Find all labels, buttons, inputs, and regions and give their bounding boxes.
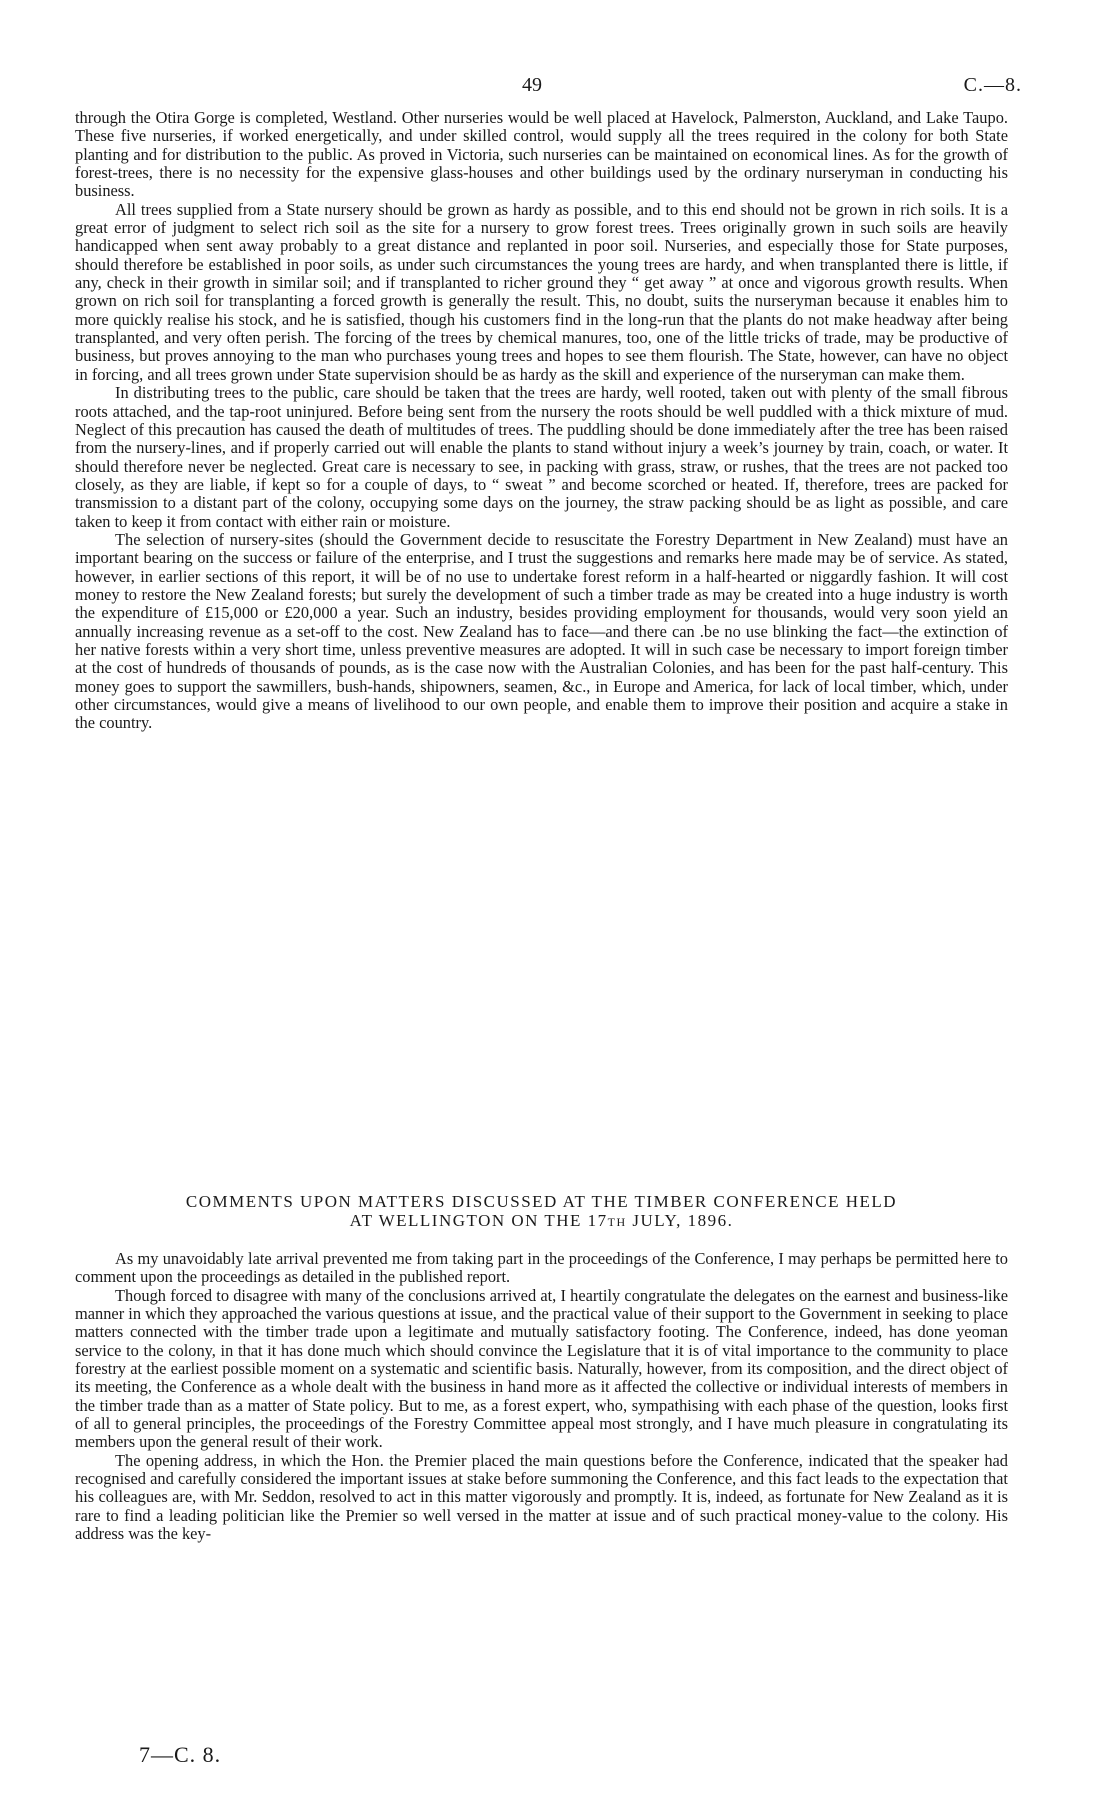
paragraph: through the Otira Gorge is completed, Westland. Other nurseries would be well placed at Havelock, Palmerston, Auckland, and Lake Taupo. These five nurseries, if worked energetically, and under skilled control, would supply all the trees required in the colony for both State planting and for distribution to the public. As proved in Victoria, such nurseries can be maintained on economical lines. As for the growth of forest-trees, there is no necessity for the expensive glass-houses and other buildings used by the ordinary nurseryman in conducting his business. [75, 108, 1008, 201]
paragraph: The selection of nursery-sites (should the Government decide to resuscitate the Forestry Department in New Zealand) must have an important bearing on the success or failure of the enterprise, and I trust the suggestions and remarks here made may be of service. As stated, however, in earlier sections of this report, it will be of no use to undertake forest reform in a half-hearted or niggardly fashion. It will cost money to restore the New Zealand forests; but surely the development of such a timber trade as may be created into a huge industry is worth the expenditure of £15,000 or £20,000 a year. Such an industry, besides providing employment for thousands, would very soon yield an annually increasing revenue as a set-off to the cost. New Zealand has to face—and there can .be no use blinking the fact—the extinction of her native forests within a very short time, unless preventive measures are adopted. It will in such case be necessary to import foreign timber at the cost of hundreds of thousands of pounds, as is the case now with the Australian Colonies, and has been for the past half-century. This money goes to support the sawmillers, bush-hands, shipowners, seamen, &c., in Europe and America, for lack of local timber, which, under other circumstances, would give a means of livelihood to our own people, and enable them to improve their position and acquire a stake in the country. [75, 529, 1008, 733]
paragraph: Though forced to disagree with many of the conclusions arrived at, I heartily congratulate the delegates on the earnest and business-like manner in which they approached the various questions at issue, and the practical value of their support to the Government in seeking to place matters connected with the timber trade upon a legitimate and mutually satisfactory footing. The Conference, indeed, has done yeoman service to the colony, in that it has done much which should convince the Legislature that it is of vital importance to the community to place forestry at the earliest possible moment on a systematic and scientific basis. Naturally, however, from its composition, and the direct object of its meeting, the Conference as a whole dealt with the business in hand more as it affected the collective or individual interests of members in the timber trade than as a matter of State policy. But to me, as a forest expert, who, sympathising with each phase of the question, looks first of all to general principles, the proceedings of the Forestry Committee appeal most strongly, and I have much pleasure in congratulating its members upon the general result of their work. [75, 1285, 1008, 1452]
section-body [75, 1250, 1008, 1544]
report-code: C.—8. [963, 74, 1022, 96]
document-page [75, 0, 1022, 1767]
paragraph: The opening address, in which the Hon. the Premier placed the main questions before the Conference, indicated that the speaker had recognised and carefully considered the important issues at stake before summoning the Conference, and this fact leads to the expectation that his colleagues are, with Mr. Seddon, resolved to act in this matter vigorously and promptly. It is, indeed, as fortunate for New Zealand as it is rare to find a leading politician like the Premier so well versed in the matter at issue and of such practical money-value to the colony. His address was the key- [75, 1450, 1008, 1544]
running-head [75, 0, 1022, 96]
section-title-line: COMMENTS UPON MATTERS DISCUSSED AT THE TIMBER CONFERENCE HELD [185, 1192, 898, 1211]
page-number: 49 [522, 74, 542, 96]
paragraph: All trees supplied from a State nursery should be grown as hardy as possible, and to this end should not be grown in rich soils. It is a great error of judgment to select rich soil as the site for a nursery to grow forest trees. Trees originally grown in such soils are heavily handicapped when sent away probably to a great distance and replanted in poor soil. Nurseries, and especially those for State purposes, should therefore be established in poor soils, as under such circumstances the young trees are hardy, and when transplanted there is little, if any, check in their growth in similar soil; and if transplanted to richer ground they “ get away ” at once and vigorous growth results. When grown on rich soil for transplanting a forced growth is generally the result. This, no doubt, suits the nurseryman because it enables him to more quickly realise his stock, and he is satisfied, though his customers find in the long-run that the plants do not make headway after being transplanted, and very often perish. The forcing of the trees by chemical manures, too, one of the little tricks of trade, may be productive of business, but proves annoying to the man who purchases young trees and hopes to see them flourish. The State, however, can have no object in forcing, and all trees grown under State supervision should be as hardy as the skill and experience of the nurseryman can make them. [75, 199, 1008, 384]
paragraph: In distributing trees to the public, care should be taken that the trees are hardy, well rooted, taken out with plenty of the small fibrous roots attached, and the tap-root uninjured. Before being sent from the nursery the roots should be well puddled with a thick mixture of mud. Neglect of this precaution has caused the death of multitudes of trees. The puddling should be done immediately after the tree has been raised from the nursery-lines, and if properly carried out will enable the plants to stand without injury a week’s journey by train, coach, or water. It should therefore never be neglected. Great care is necessary to see, in packing with grass, straw, or rushes, that the trees are not packed too closely, as they are liable, if kept so for a couple of days, to “ sweat ” and become scorched or heated. If, therefore, trees are packed for transmission to a distant part of the colony, occupying some days on the journey, the straw packing should be as light as possible, and care taken to keep it from contact with either rain or moisture. [75, 383, 1008, 531]
section-title [75, 1192, 1008, 1230]
body-text [75, 109, 1008, 733]
section-title-line: AT WELLINGTON ON THE 17th JULY, 1896. [349, 1211, 734, 1230]
paragraph: As my unavoidably late arrival prevented me from taking part in the proceedings of the Conference, I may perhaps be permitted here to comment upon the proceedings as detailed in the published report. [75, 1249, 1008, 1287]
signature-mark: 7—C. 8. [139, 1742, 222, 1767]
